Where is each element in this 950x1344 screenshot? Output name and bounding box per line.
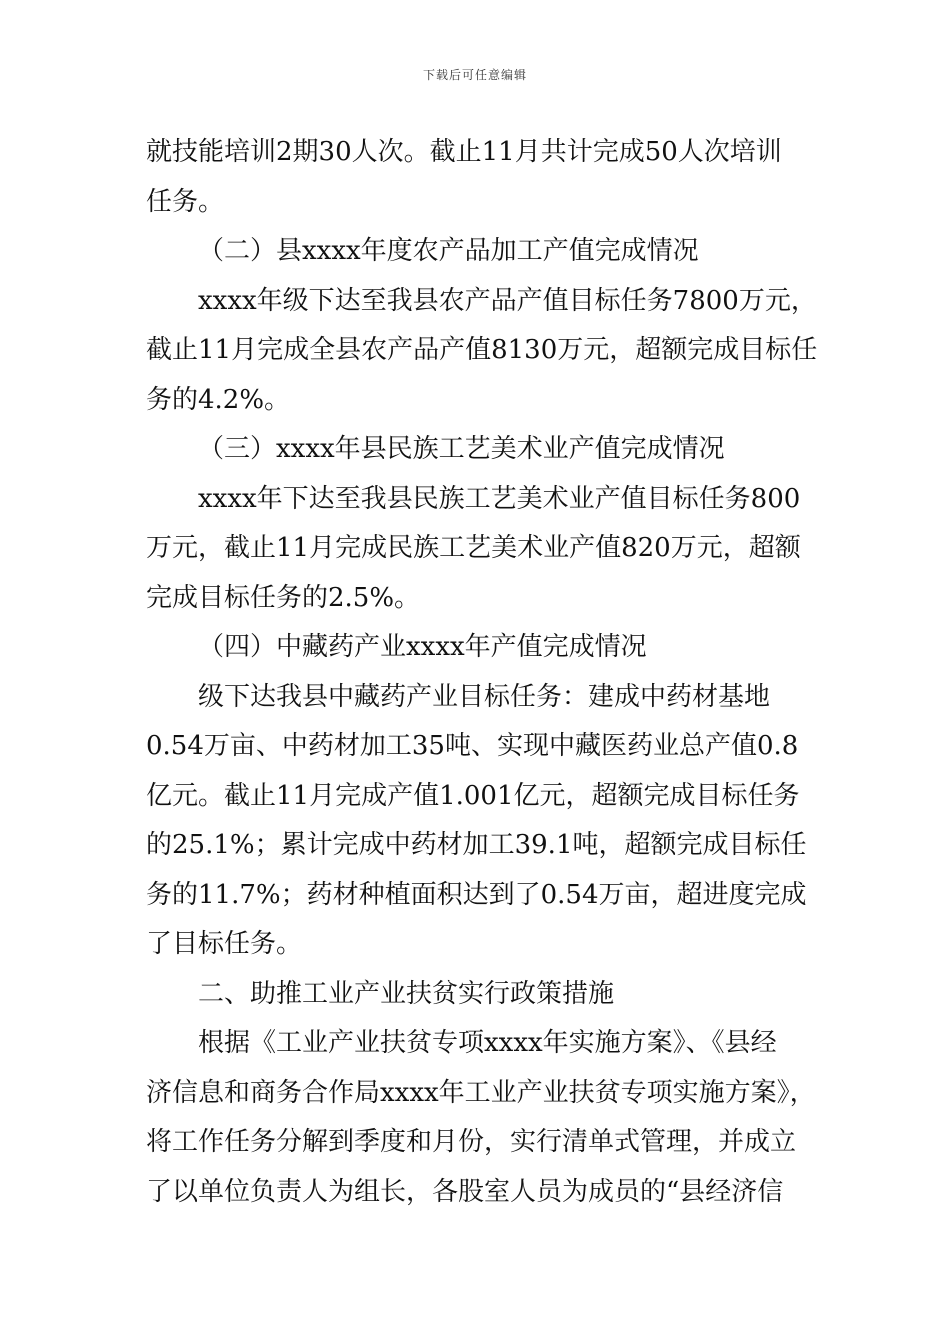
text-line: 了目标任务。 (146, 929, 303, 959)
page-header: 下载后可任意编辑 (422, 68, 527, 82)
text-line: 亿元。截止11月完成产值1.001亿元，超额完成目标任务 (146, 780, 800, 811)
text-line: 了以单位负责人为组长，各股室人员为成员的“县经济信 (146, 1176, 784, 1207)
text-line: 就技能培训2期30人次。截止11月共计完成50人次培训 (146, 137, 782, 167)
text-line: 根据《工业产业扶贫专项xxxx年实施方案》、《县经 (198, 1028, 777, 1058)
text-line: 务的11.7%；药材种植面积达到了0.54万亩，超进度完成 (146, 879, 807, 910)
document-body (146, 128, 818, 1217)
text-line: 任务。 (146, 186, 225, 217)
text-line: xxxx年级下达至我县农产品产值目标任务7800万元， (198, 285, 817, 316)
text-line: 将工作任务分解到季度和月份，实行清单式管理，并成立 (146, 1127, 797, 1157)
text-line: 完成目标任务的2.5%。 (146, 582, 421, 613)
text-line: 0.54万亩、中药材加工35吨、实现中藏医药业总产值0.8 (146, 731, 799, 761)
text-line: 万元，截止11月完成民族工艺美术业产值820万元，超额 (146, 533, 801, 563)
section-heading: （四）中藏药产业xxxx年产值完成情况 (198, 632, 647, 662)
text-line: 济信息和商务合作局xxxx年工业产业扶贫专项实施方案》， (146, 1077, 816, 1108)
text-line: 务的4.2%。 (146, 384, 291, 415)
text-line: 的25.1%；累计完成中药材加工39.1吨，超额完成目标任 (146, 830, 807, 860)
section-heading: （三）xxxx年县民族工艺美术业产值完成情况 (198, 434, 725, 464)
text-line: 截止11月完成全县农产品产值8130万元，超额完成目标任 (146, 335, 818, 365)
section-heading: （二）县xxxx年度农产品加工产值完成情况 (198, 236, 699, 266)
text-line: xxxx年下达至我县民族工艺美术业产值目标任务800 (198, 483, 801, 514)
text-line: 级下达我县中藏药产业目标任务：建成中药材基地 (198, 681, 771, 712)
section-heading: 二、助推工业产业扶贫实行政策措施 (198, 978, 615, 1009)
